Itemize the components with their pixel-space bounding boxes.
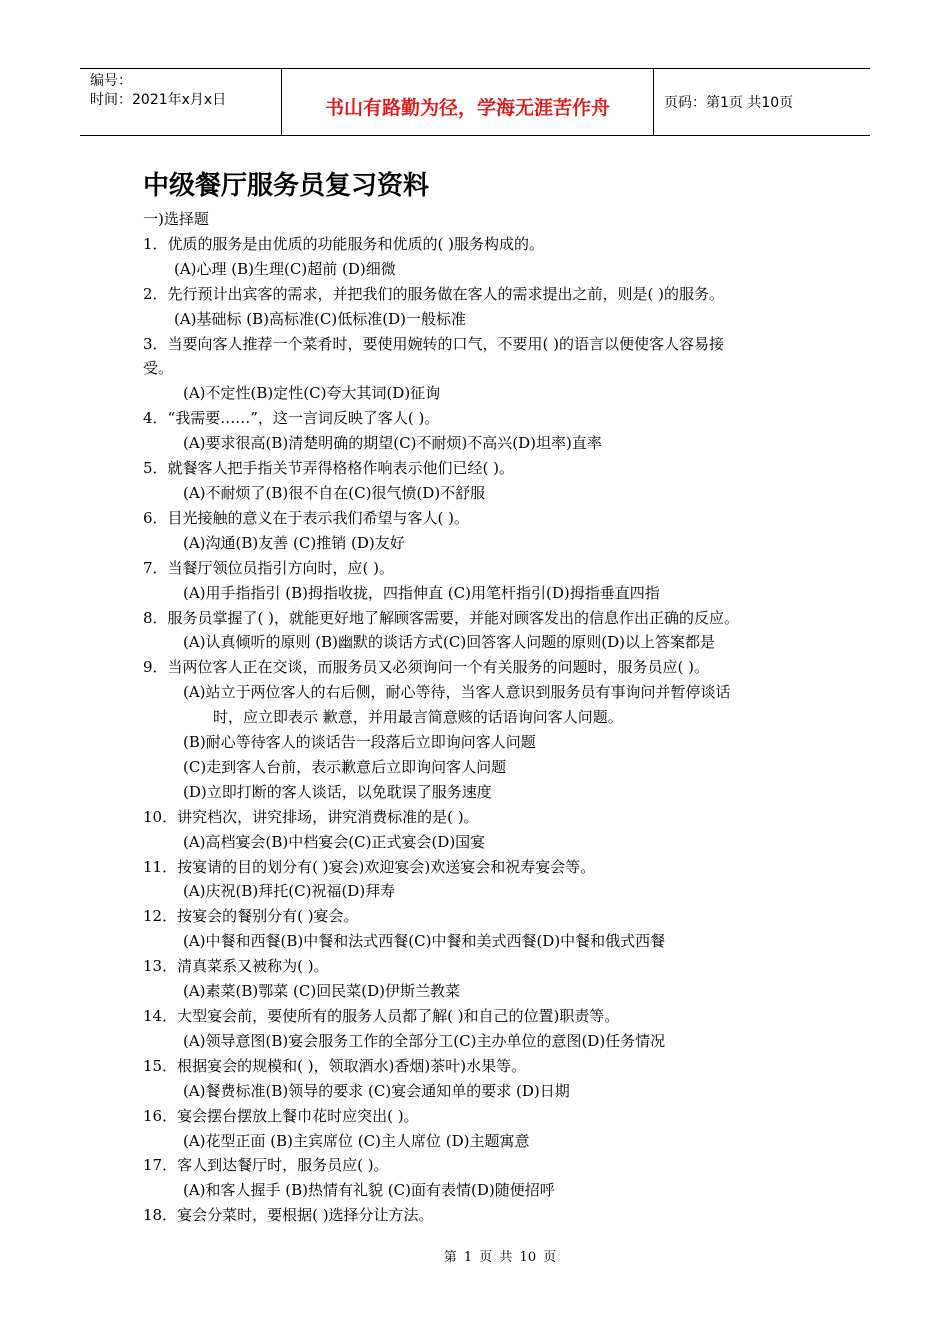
question-line: 14．大型宴会前，要使所有的服务人员都了解( )和自己的位置)职责等。 bbox=[143, 1007, 620, 1025]
option-line: (A)认真倾听的原则 (B)幽默的谈话方式(C)回答客人问题的原则(D)以上答案都是 bbox=[183, 633, 715, 652]
time-label: 时间：2021年x月x日 bbox=[90, 92, 227, 108]
option-line: (A)基础标 (B)高标准(C)低标准(D)一般标准 bbox=[174, 309, 466, 328]
section-heading: 一)选择题 bbox=[143, 210, 209, 228]
option-line: 时，应立即表示 歉意，并用最言简意赅的话语询问客人问题。 bbox=[213, 708, 623, 727]
question-line: 5．就餐客人把手指关节弄得格格作响表示他们已经( )。 bbox=[143, 459, 515, 478]
question-line: 受。 bbox=[143, 359, 174, 378]
question-line: 13．清真菜系又被称为( )。 bbox=[143, 957, 329, 976]
question-line: 7．当餐厅领位员指引方向时，应( )。 bbox=[143, 558, 395, 577]
question-line: 15．根据宴会的规模和( )，领取酒水)香烟)茶叶)水果等。 bbox=[143, 1056, 527, 1075]
option-line: (A)不耐烦了(B)很不自在(C)很气愤(D)不舒服 bbox=[183, 483, 486, 502]
document-body bbox=[143, 165, 823, 1228]
option-line: (A)心理 (B)生理(C)超前 (D)细微 bbox=[174, 259, 396, 278]
question-line: 3．当要向客人推荐一个菜肴时，要使用婉转的口气，不要用( )的语言以便使客人容易接 bbox=[143, 334, 725, 353]
motto: 书山有路勤为径，学海无涯苦作舟 bbox=[282, 69, 654, 135]
option-line: (A)要求很高(B)清楚明确的期望(C)不耐烦)不高兴(D)坦率)直率 bbox=[183, 434, 602, 453]
question-line: 11．按宴请的目的划分有( )宴会)欢迎宴会)欢送宴会和祝寿宴会等。 bbox=[143, 857, 596, 876]
question-line: 17．客人到达餐厅时，服务员应( )。 bbox=[143, 1156, 389, 1175]
question-line: 8．服务员掌握了( )，就能更好地了解顾客需要，并能对顾客发出的信息作出正确的反应。 bbox=[143, 608, 740, 627]
question-line: 10．讲究档次，讲究排场，讲究消费标准的是( )。 bbox=[143, 807, 479, 826]
option-line: (A)餐费标准(B)领导的要求 (C)宴会通知单的要求 (D)日期 bbox=[183, 1081, 570, 1100]
option-line: (A)用手指指引 (B)拇指收拢，四指伸直 (C)用笔杆指引(D)拇指垂直四指 bbox=[183, 583, 660, 602]
option-line: (A)庆祝(B)拜托(C)祝福(D)拜寿 bbox=[183, 882, 396, 901]
question-line: 18．宴会分菜时，要根据( )选择分让方法。 bbox=[143, 1206, 434, 1225]
option-line: (A)高档宴会(B)中档宴会(C)正式宴会(D)国宴 bbox=[183, 832, 486, 851]
question-line: 6．目光接触的意义在于表示我们希望与客人( )。 bbox=[143, 508, 470, 527]
question-line: 1．优质的服务是由优质的功能服务和优质的( )服务构成的。 bbox=[143, 234, 545, 253]
option-line: (A)中餐和西餐(B)中餐和法式西餐(C)中餐和美式西餐(D)中餐和俄式西餐 bbox=[183, 932, 666, 951]
option-line: (D)立即打断的客人谈话，以免耽误了服务速度 bbox=[183, 782, 492, 801]
question-list bbox=[143, 232, 823, 1228]
option-line: (A)站立于两位客人的右后侧，耐心等待，当客人意识到服务员有事询问并暂停谈话 bbox=[183, 683, 731, 702]
option-line: (B)耐心等待客人的谈话告一段落后立即询问客人问题 bbox=[183, 733, 536, 752]
page-footer: 第 1 页 共 10 页 bbox=[443, 1250, 557, 1265]
option-line: (A)领导意图(B)宴会服务工作的全部分工(C)主办单位的意图(D)任务情况 bbox=[183, 1031, 666, 1050]
question-line: 12．按宴会的餐别分有( )宴会。 bbox=[143, 907, 359, 926]
option-line: (C)走到客人台前，表示歉意后立即询问客人问题 bbox=[183, 757, 507, 776]
header-meta bbox=[80, 69, 282, 135]
option-line: (A)不定性(B)定性(C)夸大其词(D)征询 bbox=[183, 384, 441, 403]
option-line: (A)和客人握手 (B)热情有礼貌 (C)面有表情(D)随便招呼 bbox=[183, 1181, 555, 1200]
document-title: 中级餐厅服务员复习资料 bbox=[143, 171, 430, 201]
option-line: (A)花型正面 (B)主宾席位 (C)主人席位 (D)主题寓意 bbox=[183, 1131, 530, 1150]
page-info: 页码：第1页 共10页 bbox=[664, 95, 794, 111]
question-line: 16．宴会摆台摆放上餐巾花时应突出( )。 bbox=[143, 1106, 419, 1125]
question-line: 2．先行预计出宾客的需求，并把我们的服务做在客人的需求提出之前，则是( )的服务。 bbox=[143, 284, 725, 303]
question-line: 4．“我需要……”，这一言词反映了客人( )。 bbox=[143, 409, 440, 428]
question-line: 9．当两位客人正在交谈，而服务员又必须询问一个有关服务的问题时，服务员应( )。 bbox=[143, 658, 710, 677]
header-table bbox=[80, 68, 870, 136]
number-label: 编号： bbox=[90, 73, 132, 89]
option-line: (A)素菜(B)鄂菜 (C)回民菜(D)伊斯兰教菜 bbox=[183, 982, 460, 1001]
option-line: (A)沟通(B)友善 (C)推销 (D)友好 bbox=[183, 533, 405, 552]
